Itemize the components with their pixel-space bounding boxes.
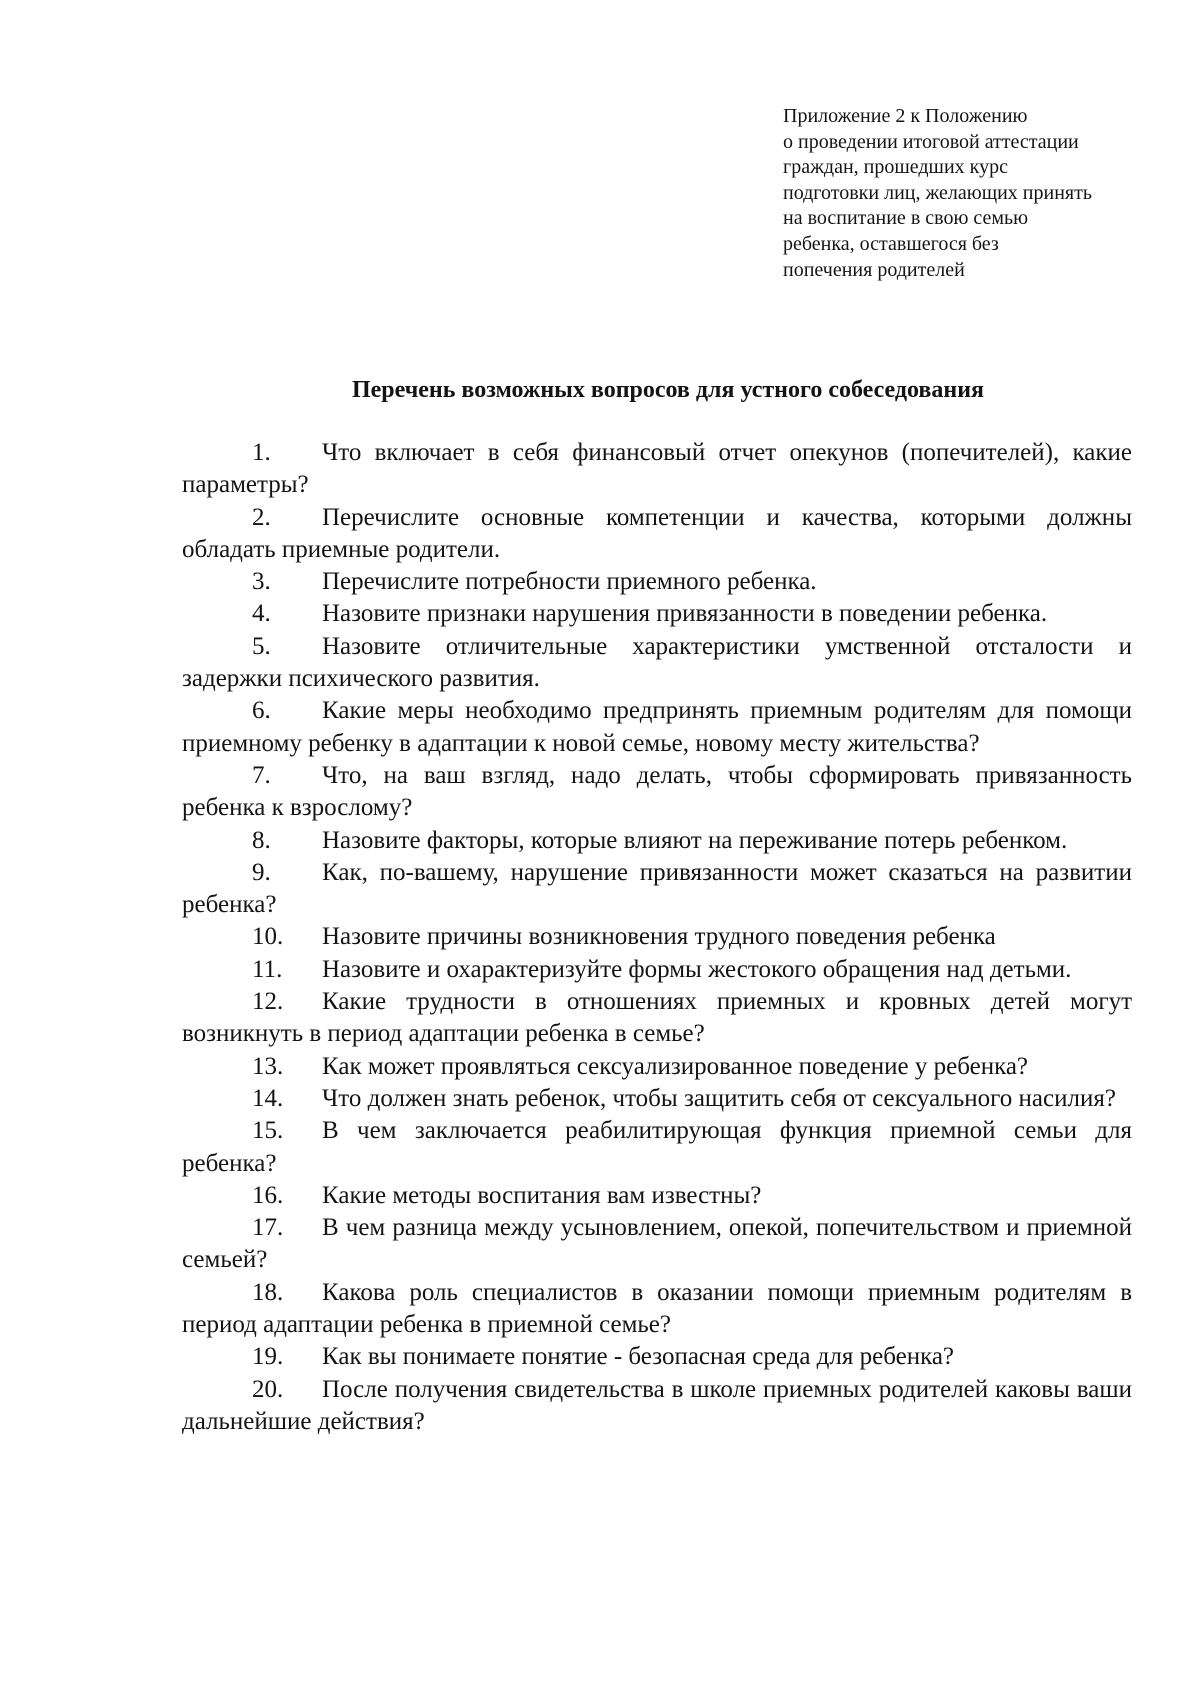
question-list: [182, 437, 1132, 1438]
appendix-line: подготовки лиц, желающих принять: [783, 181, 1092, 204]
question-item: [182, 1374, 1132, 1439]
question-text: Как вы понимаете понятие - безопасная среда для ребенка?: [322, 1343, 955, 1371]
question-text: После получения свидетельства в школе приемных родителей каковы ваши дальнейшие действия?: [182, 1375, 1132, 1435]
question-number: 18.: [252, 1278, 284, 1306]
question-item: [182, 631, 1132, 696]
question-text: Назовите отличительные характеристики умственной отсталости и задержки психического развития.: [182, 632, 1132, 693]
question-text: Какова роль специалистов в оказании помощи приемным родителям в период адаптации ребенка в приемной семье?: [182, 1278, 1132, 1339]
question-number: 2.: [252, 503, 271, 531]
question-text: Как может проявляться сексуализированное поведение у ребенка?: [322, 1052, 1029, 1080]
question-number: 17.: [252, 1214, 284, 1242]
question-number: 11.: [252, 955, 283, 983]
question-text: В чем разница между усыновлением, опекой, попечительством и приемной семьей?: [182, 1214, 1132, 1274]
question-number: 6.: [252, 697, 271, 725]
appendix-line: граждан, прошедших курс: [783, 156, 1008, 179]
appendix-line: на воспитание в свою семью: [783, 207, 1029, 230]
question-number: 10.: [252, 923, 284, 951]
question-number: 16.: [252, 1181, 284, 1209]
question-text: Что, на ваш взгляд, надо делать, чтобы сформировать привязанность ребенка к взрослому?: [182, 761, 1132, 822]
question-item: [182, 695, 1132, 760]
question-text: Как, по-вашему, нарушение привязанности может сказаться на развитии ребенка?: [182, 858, 1132, 919]
question-item: [182, 566, 1132, 598]
question-item: [182, 825, 1132, 857]
question-number: 15.: [252, 1117, 284, 1145]
question-item: [182, 857, 1132, 922]
question-text: Назовите признаки нарушения привязанности в поведении ребенка.: [322, 600, 1048, 628]
question-number: 13.: [252, 1052, 284, 1080]
question-item: [182, 1083, 1132, 1115]
appendix-line: ребенка, оставшегося без: [783, 232, 999, 255]
question-item: [182, 921, 1132, 953]
question-item: [182, 437, 1132, 502]
question-number: 9.: [252, 858, 271, 886]
question-text: Перечислите потребности приемного ребенка.: [322, 568, 817, 596]
appendix-line: Приложение 2 к Положению: [783, 105, 1028, 127]
question-number: 7.: [252, 761, 271, 789]
question-item: [182, 598, 1132, 630]
question-item: [182, 1212, 1132, 1277]
document-title: Перечень возможных вопросов для устного собеседования: [351, 377, 985, 403]
question-item: [182, 1341, 1132, 1373]
question-number: 1.: [252, 439, 271, 466]
appendix-line: о проведении итоговой аттестации: [783, 130, 1079, 153]
question-text: Назовите факторы, которые влияют на переживание потерь ребенком.: [322, 826, 1068, 854]
question-text: Что должен знать ребенок, чтобы защитить себя от сексуального насилия?: [322, 1084, 1116, 1112]
question-text: Какие трудности в отношениях приемных и кровных детей могут возникнуть в период адаптации ребенка в семье?: [182, 988, 1132, 1048]
question-number: 5.: [252, 632, 271, 660]
question-number: 19.: [252, 1343, 284, 1371]
appendix-note: [783, 104, 1183, 283]
question-item: [182, 954, 1132, 986]
question-item: [182, 760, 1132, 825]
question-item: [182, 1180, 1132, 1212]
question-text: Назовите причины возникновения трудного поведения ребенка: [322, 923, 996, 951]
question-number: 20.: [252, 1375, 284, 1403]
question-text: Назовите и охарактеризуйте формы жестокого обращения над детьми.: [322, 955, 1072, 983]
question-number: 4.: [252, 600, 271, 628]
question-number: 8.: [252, 826, 271, 854]
question-number: 14.: [252, 1084, 284, 1112]
question-item: [182, 1277, 1132, 1342]
question-text: Перечислите основные компетенции и качества, которыми должны обладать приемные родители.: [182, 503, 1132, 563]
question-number: 3.: [252, 568, 271, 596]
question-item: [182, 1115, 1132, 1180]
question-text: Какие методы воспитания вам известны?: [322, 1181, 762, 1209]
question-item: [182, 502, 1132, 567]
question-text: Что включает в себя финансовый отчет опекунов (попечителей), какие параметры?: [182, 439, 1132, 499]
question-text: Какие меры необходимо предпринять приемным родителям для помощи приемному ребенку в адаптации к новой семье, новому месту жительства?: [182, 697, 1132, 757]
appendix-line: попечения родителей: [783, 258, 965, 281]
question-number: 12.: [252, 988, 284, 1016]
question-item: [182, 986, 1132, 1051]
question-text: В чем заключается реабилитирующая функция приемной семьи для ребенка?: [182, 1117, 1132, 1177]
question-item: [182, 1051, 1132, 1083]
